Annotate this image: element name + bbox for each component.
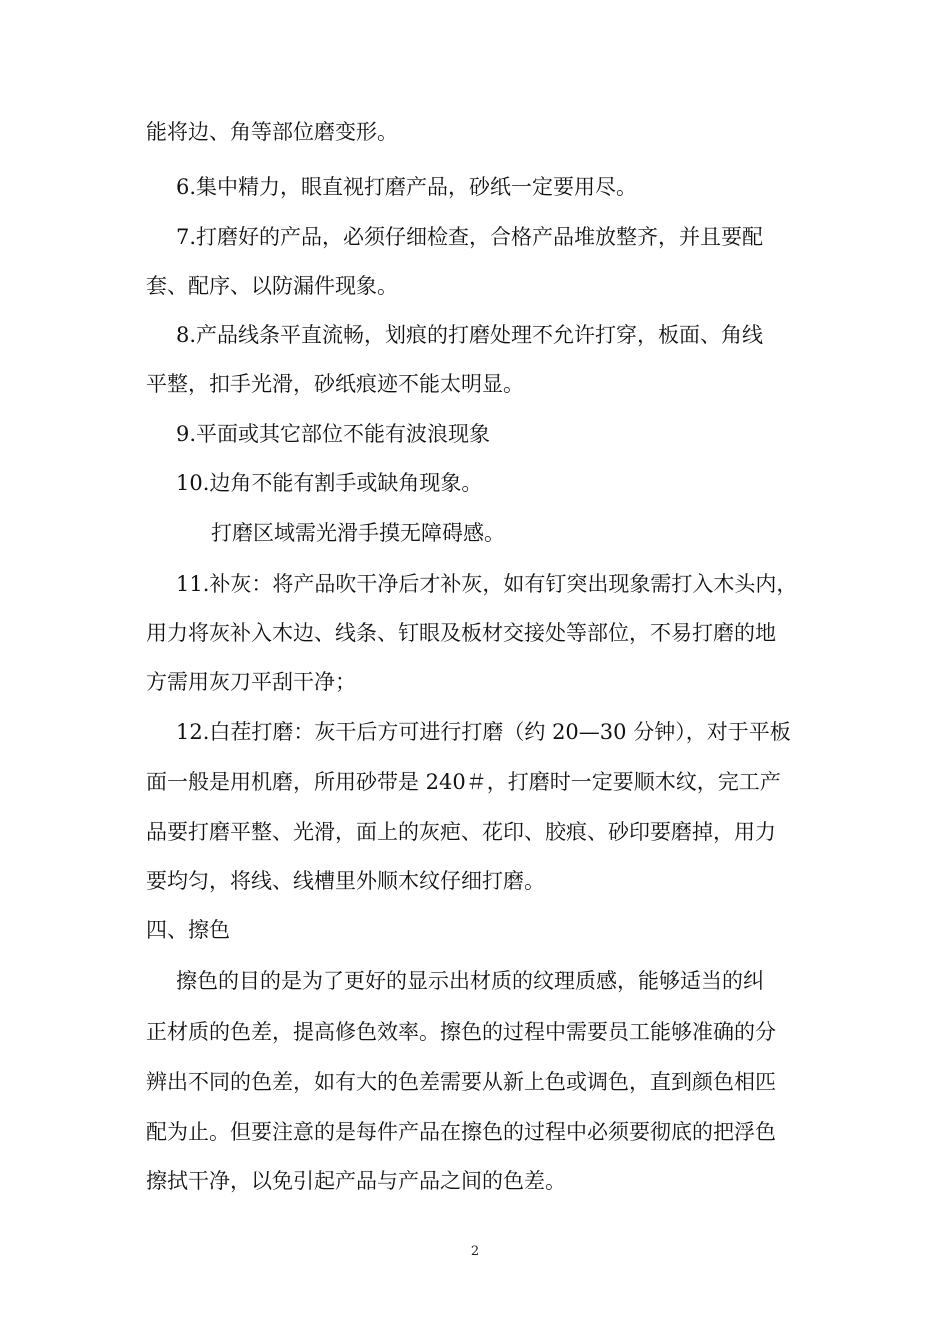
text-line: 配为止。但要注意的是每件产品在擦色的过程中必须要彻底的把浮色 <box>146 1120 776 1144</box>
text-line: 要均匀，将线、线槽里外顺木纹仔细打磨。 <box>146 869 545 893</box>
text-line: 打磨区域需光滑手摸无障碍感。 <box>211 521 505 545</box>
section-heading: 四、擦色 <box>146 918 230 942</box>
text-line: 7.打磨好的产品，必须仔细检查，合格产品堆放整齐，并且要配 <box>176 225 764 249</box>
text-line: 平整，扣手光滑，砂纸痕迹不能太明显。 <box>146 372 524 396</box>
text-line: 11.补灰：将产品吹干净后才补灰，如有钉突出现象需打入木头内， <box>176 572 798 596</box>
text-line: 品要打磨平整、光滑，面上的灰疤、花印、胶痕、砂印要磨掉，用力 <box>146 820 776 844</box>
text-line: 用力将灰补入木边、线条、钉眼及板材交接处等部位，不易打磨的地 <box>146 621 776 645</box>
text-line: 10.边角不能有割手或缺角现象。 <box>176 471 483 495</box>
text-line: 能将边、角等部位磨变形。 <box>146 120 398 144</box>
text-line: 6.集中精力，眼直视打磨产品，砂纸一定要用尽。 <box>176 175 638 199</box>
text-line: 套、配序、以防漏件现象。 <box>146 274 398 298</box>
text-line: 9.平面或其它部位不能有波浪现象 <box>176 422 491 446</box>
text-line: 方需用灰刀平刮干净； <box>146 670 356 694</box>
text-line: 擦色的目的是为了更好的显示出材质的纹理质感，能够适当的纠 <box>176 969 764 993</box>
text-line: 面一般是用机磨，所用砂带是 240＃，打磨时一定要顺木纹，完工产 <box>146 770 781 794</box>
page-number: 2 <box>470 1244 480 1259</box>
text-line: 12.白茬打磨：灰干后方可进行打磨（约 20—30 分钟），对于平板 <box>176 720 791 744</box>
text-line: 8.产品线条平直流畅，划痕的打磨处理不允许打穿，板面、角线 <box>176 323 764 347</box>
text-line: 擦拭干净，以免引起产品与产品之间的色差。 <box>146 1169 566 1193</box>
text-line: 正材质的色差，提高修色效率。擦色的过程中需要员工能够准确的分 <box>146 1020 776 1044</box>
text-line: 辨出不同的色差，如有大的色差需要从新上色或调色，直到颜色相匹 <box>146 1070 776 1094</box>
